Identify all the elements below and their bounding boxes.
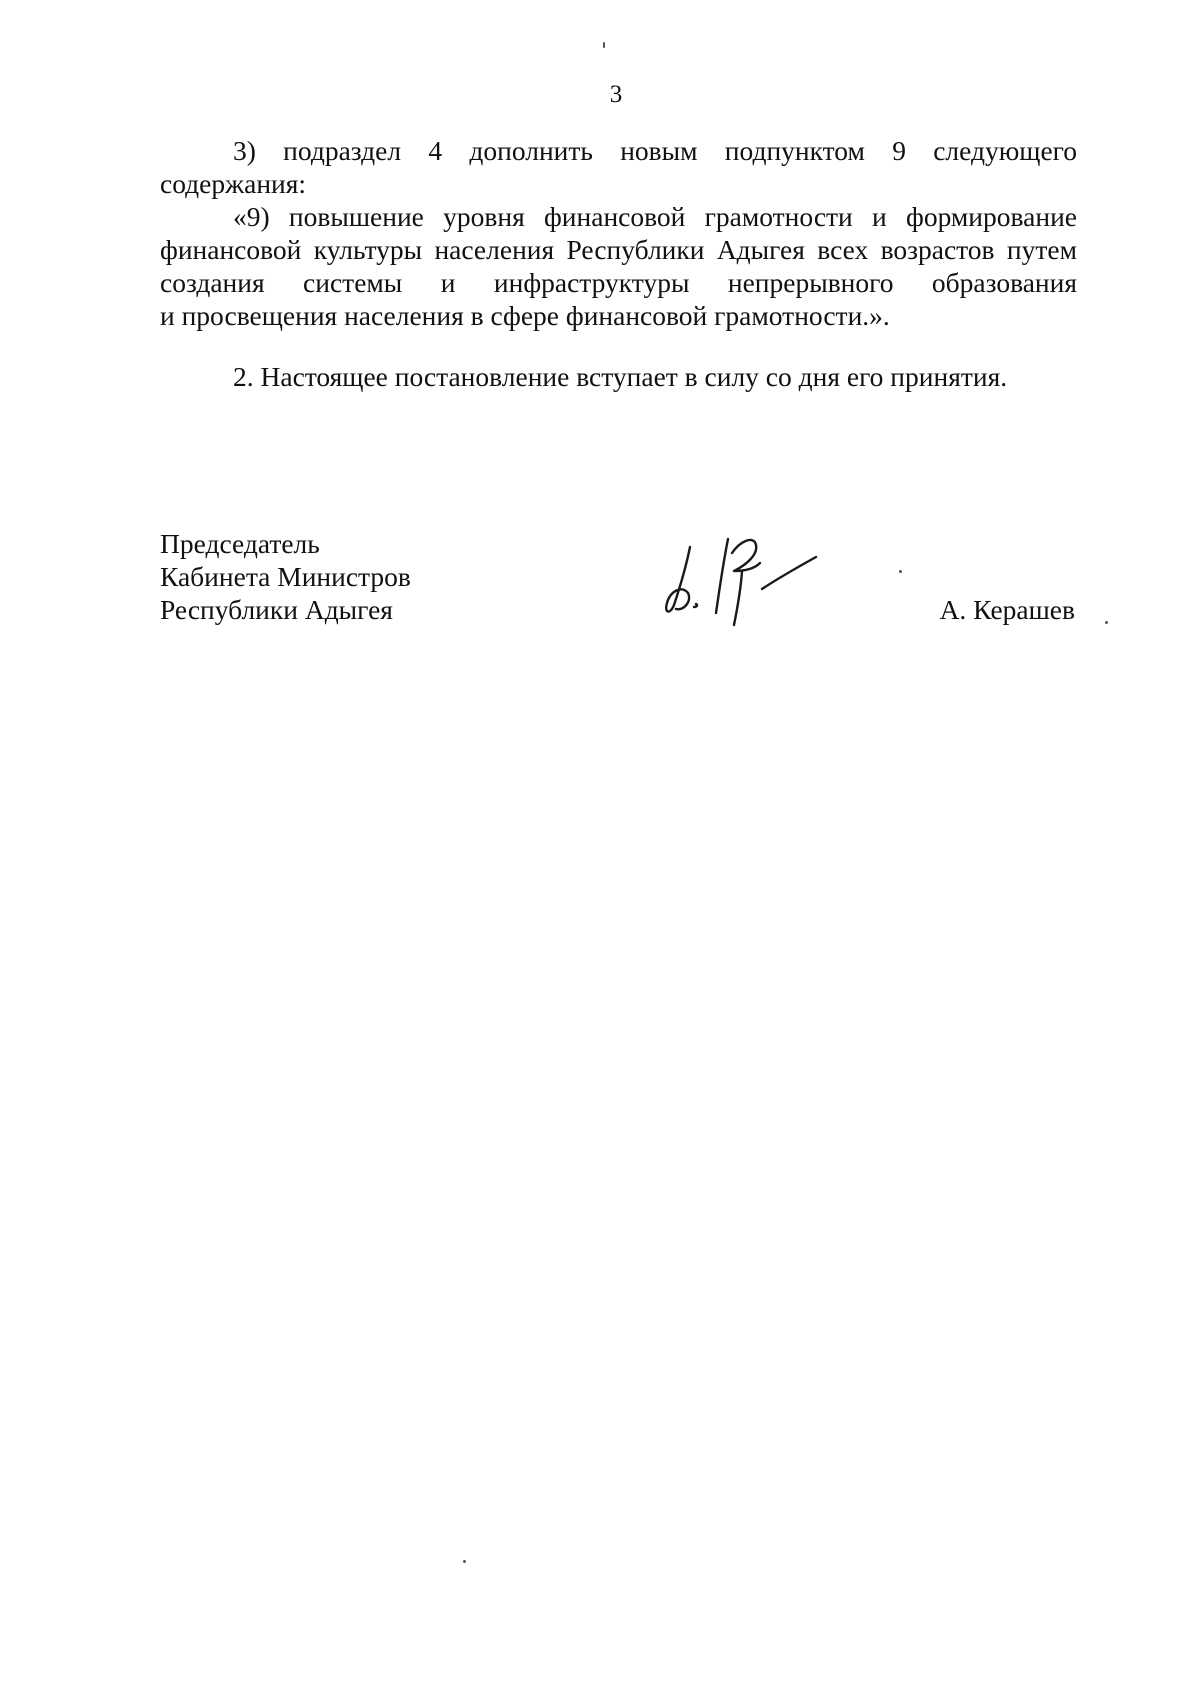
signatory-title-line: Республики Адыгея (160, 594, 393, 625)
page-number: 3 (609, 81, 623, 108)
scan-speck (603, 42, 605, 48)
handwritten-signature (650, 527, 830, 627)
paragraph-effective-date: 2. Настоящее постановление вступает в силу со дня его принятия. (233, 361, 1008, 392)
paragraph-quote-line-1: «9) повышение уровня финансовой грамотности и формирование (233, 201, 1077, 232)
paragraph-subsection-continuation: содержания: (160, 168, 307, 199)
signature-block (160, 527, 1077, 637)
paragraph-quote-line-3: создания системы и инфраструктуры непрерывного образования (160, 267, 1077, 298)
scan-speck (1105, 621, 1108, 624)
scan-speck (463, 1560, 466, 1563)
signatory-title (160, 527, 520, 626)
paragraph-quote-line-2: финансовой культуры населения Республики Адыгея всех возрастов путем (160, 234, 1077, 265)
signatory-title-line: Председатель (160, 528, 320, 559)
signatory-name: А. Керашев (939, 594, 1075, 625)
scan-speck (899, 570, 902, 573)
signatory-title-line: Кабинета Министров (160, 561, 411, 592)
paragraph-quote-line-4: и просвещения населения в сфере финансовой грамотности.». (160, 300, 890, 331)
paragraph-subsection-line: 3) подраздел 4 дополнить новым подпунктом 9 следующего (233, 135, 1077, 166)
document-body (160, 134, 1077, 393)
